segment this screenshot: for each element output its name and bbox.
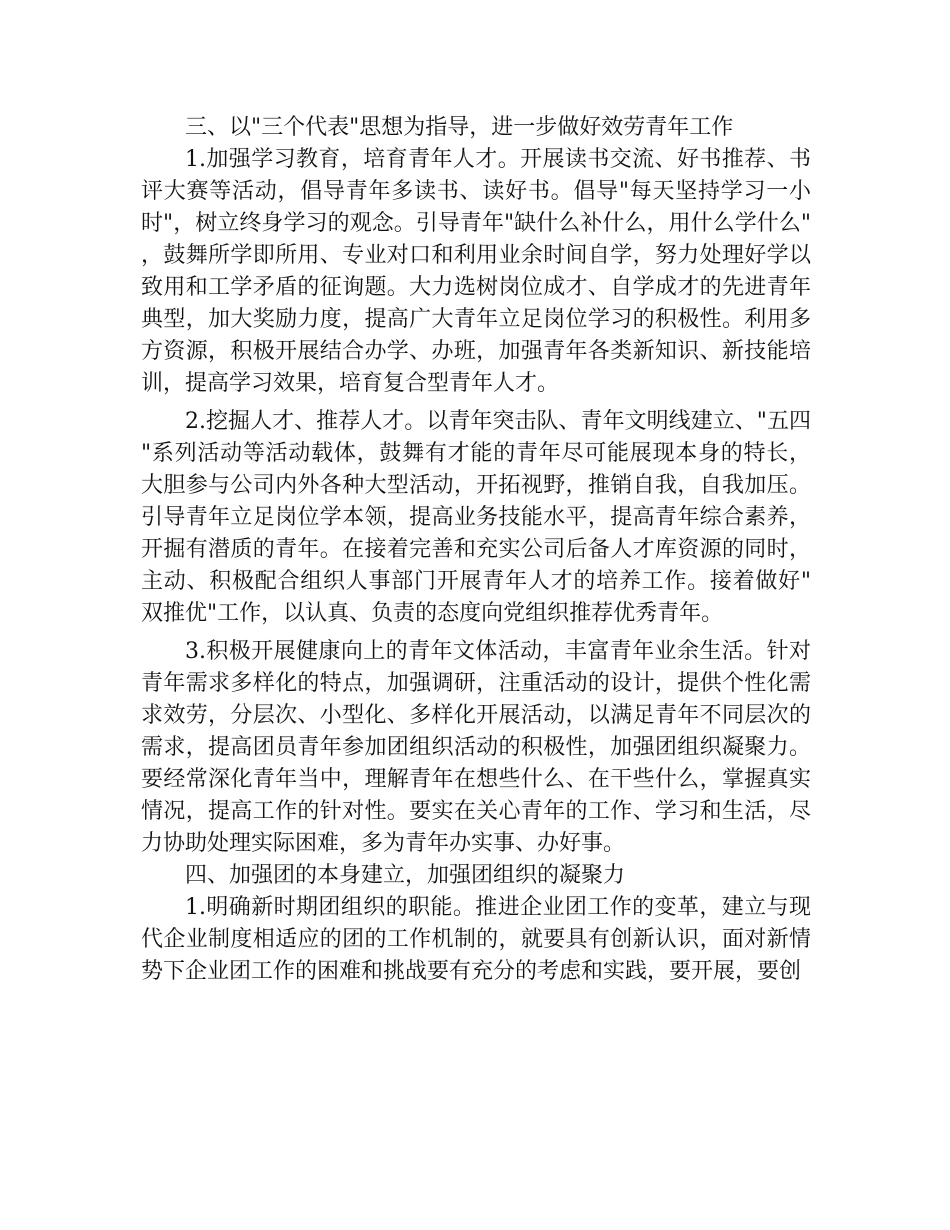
section-heading-4: 四、加强团的本身建立，加强团组织的凝聚力 xyxy=(185,863,626,888)
section-heading-3: 三、以"三个代表"思想为指导，进一步做好效劳青年工作 xyxy=(185,115,734,140)
paragraph-3-1: 1.加强学习教育，培育青年人才。开展读书交流、好书推荐、书评大赛等活动，倡导青年多读书、读好书。倡导"每天坚持学习一小时"，树立终身学习的观念。引导青年"缺什么补什么，用什么学什么"，鼓舞所学即所用、专业对口和利用业余时间自学，努力处理好学以致用和工学矛盾的征询题。大力选树岗位成才、自学成才的先进青年典型，加大奖励力度，提高广大青年立足岗位学习的积极性。利用多方资源，积极开展结合办学、办班，加强青年各类新知识、新技能培训，提高学习效果，培育复合型青年人才。 xyxy=(141,147,811,396)
paragraph-3-2: 2.挖掘人才、推荐人才。以青年突击队、青年文明线建立、"五四"系列活动等活动载体，鼓舞有才能的青年尽可能展现本身的特长，大胆参与公司内外各种大型活动，开拓视野，推销自我，自我加压。引导青年立足岗位学本领，提高业务技能水平，提高青年综合素养，开掘有潜质的青年。在接着完善和充实公司后备人才库资源的同时，主动、积极配合组织人事部门开展青年人才的培养工作。接着做好"双推优"工作，以认真、负责的态度向党组织推荐优秀青年。 xyxy=(141,409,811,626)
paragraph-3-3: 3.积极开展健康向上的青年文体活动，丰富青年业余生活。针对青年需求多样化的特点，加强调研，注重活动的设计，提供个性化需求效劳，分层次、小型化、多样化开展活动，以满足青年不同层次的需求，提高团员青年参加团组织活动的积极性，加强团组织凝聚力。要经常深化青年当中，理解青年在想些什么、在干些什么，掌握真实情况，提高工作的针对性。要实在关心青年的工作、学习和生活，尽力协助处理实际困难，多为青年办实事、办好事。 xyxy=(141,639,811,856)
document-page xyxy=(141,112,811,988)
paragraph-4-1: 1.明确新时期团组织的职能。推进企业团工作的变革，建立与现代企业制度相适应的团的工作机制的，就要具有创新认识，面对新情势下企业团工作的困难和挑战要有充分的考虑和实践，要开展，要创 xyxy=(141,895,811,984)
